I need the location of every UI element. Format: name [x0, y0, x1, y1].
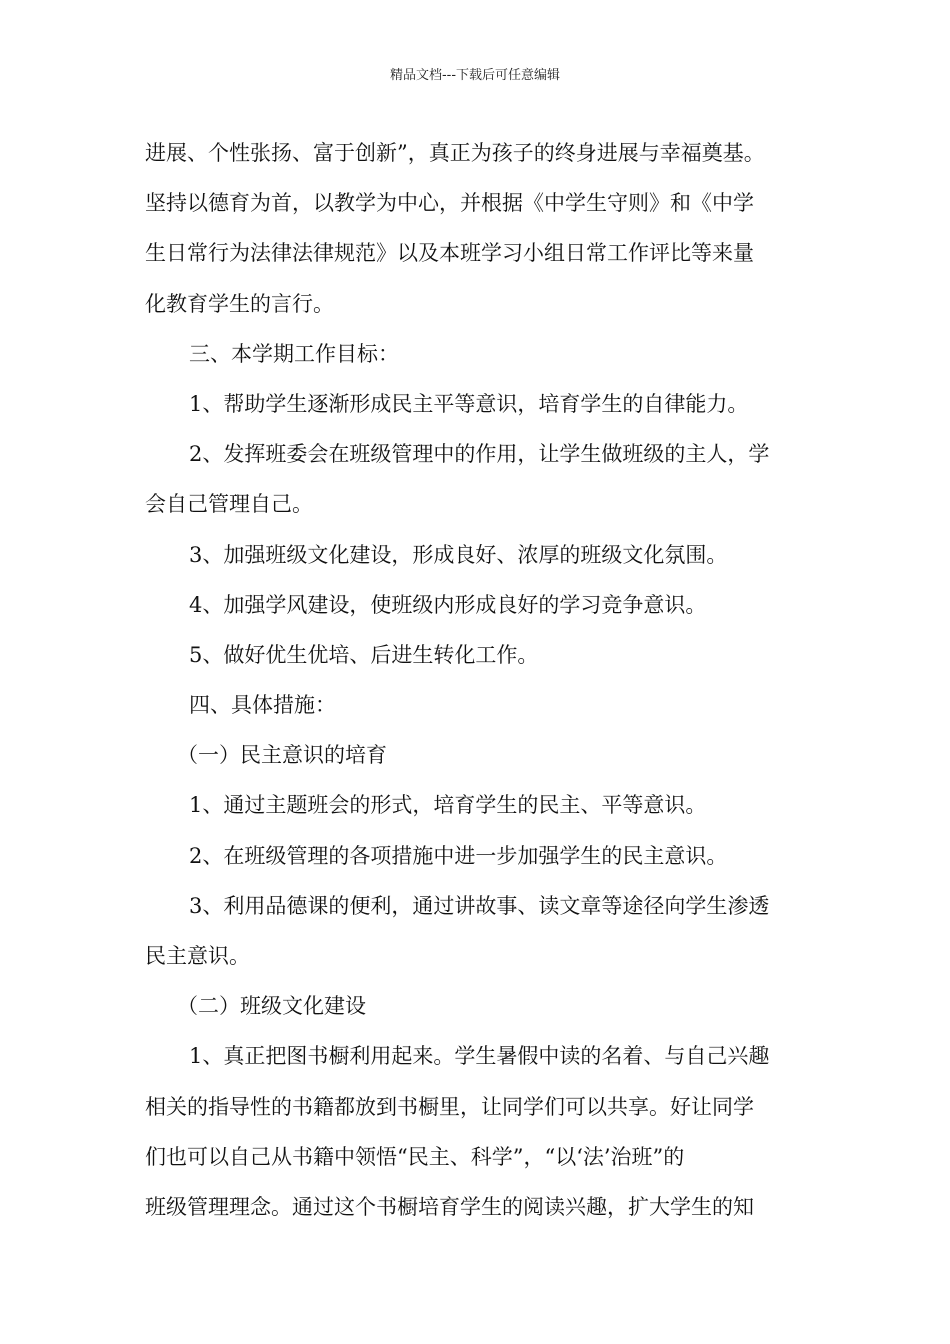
text-line: （二）班级文化建设: [177, 994, 366, 1019]
text-line: 们也可以自己从书籍中领悟“民主、科学”，“以‘法’治班”的: [145, 1144, 685, 1169]
text-line: 2、发挥班委会在班级管理中的作用，让学生做班级的主人，学: [189, 442, 770, 467]
text-line: 班级管理理念。通过这个书橱培育学生的阅读兴趣，扩大学生的知: [145, 1194, 754, 1219]
text-line: 坚持以德育为首，以教学为中心，并根据《中学生守则》和《中学: [145, 191, 754, 216]
text-line: 会自己管理自己。: [145, 492, 313, 517]
text-line: 2、在班级管理的各项措施中进一步加强学生的民主意识。: [189, 843, 728, 868]
text-line: 1、真正把图书橱利用起来。学生暑假中读的名着、与自己兴趣: [189, 1044, 770, 1069]
text-line: 4、加强学风建设，使班级内形成良好的学习竞争意识。: [189, 592, 707, 617]
text-line: 生日常行为法律法律规范》以及本班学习小组日常工作评比等来量: [145, 241, 754, 266]
text-line: 化教育学生的言行。: [145, 291, 334, 316]
text-line: 3、加强班级文化建设，形成良好、浓厚的班级文化氛围。: [189, 542, 728, 567]
page-header: 精品文档---下载后可任意编辑: [389, 68, 561, 83]
text-line: 民主意识。: [145, 944, 250, 968]
text-line: 3、利用品德课的便利，通过讲故事、读文章等途径向学生渗透: [189, 893, 770, 918]
text-line: 5、做好优生优培、后进生转化工作。: [189, 642, 539, 667]
text-line: 三、本学期工作目标：: [189, 341, 399, 366]
text-line: 四、具体措施：: [189, 693, 336, 718]
text-line: 进展、个性张扬、富于创新”，真正为孩子的终身进展与幸福奠基。: [145, 141, 765, 165]
text-line: 1、帮助学生逐渐形成民主平等意识，培育学生的自律能力。: [189, 391, 749, 416]
text-line: （一）民主意识的培育: [177, 743, 387, 768]
text-line: 1、通过主题班会的形式，培育学生的民主、平等意识。: [189, 793, 707, 818]
document-body: [145, 128, 810, 1232]
text-line: 相关的指导性的书籍都放到书橱里，让同学们可以共享。好让同学: [145, 1094, 754, 1119]
